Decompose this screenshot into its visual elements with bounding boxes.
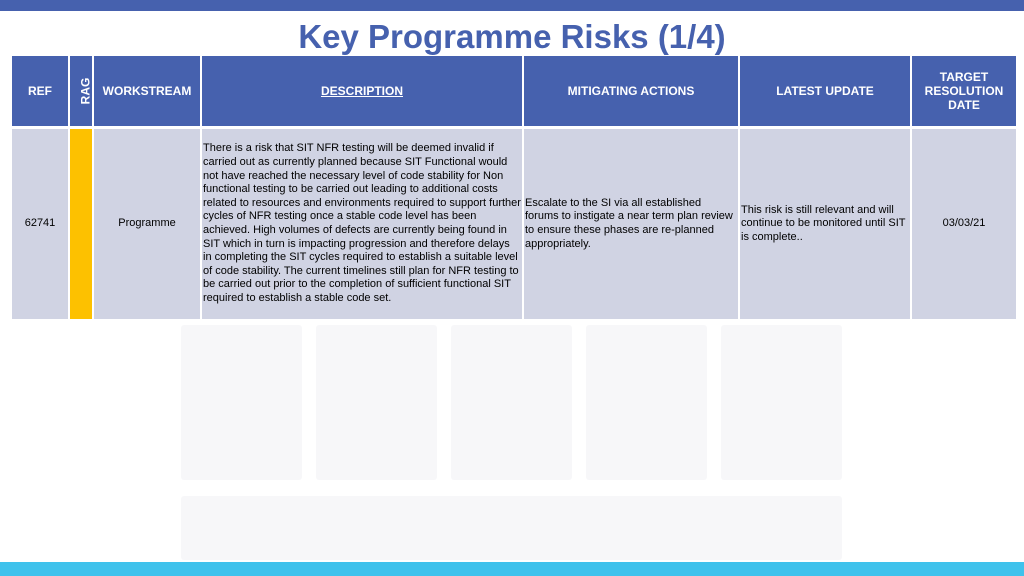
cell-workstream: Programme [94, 129, 200, 319]
header-description [202, 56, 522, 126]
header-rag-label: RAG [78, 77, 93, 105]
header-rag [70, 56, 92, 126]
background-placeholder [316, 325, 437, 480]
header-target-resolution-date: TARGET RESOLUTION DATE [912, 56, 1016, 126]
table-row [12, 129, 1016, 319]
header-description-label: DESCRIPTION [320, 84, 403, 98]
cell-latest-update: This risk is still relevant and will continue to be monitored until SIT is complete.. [740, 129, 910, 319]
cell-ref: 62741 [12, 129, 68, 319]
header-ref: REF [12, 56, 68, 126]
risk-table [10, 56, 1018, 319]
top-accent-bar [0, 0, 1024, 11]
page-title: Key Programme Risks (1/4) [298, 18, 726, 55]
cell-mitigating-actions: Escalate to the SI via all established forums to instigate a near term plan review to ensure these phases are re-planned appropriately. [524, 129, 738, 319]
table-header-row [12, 56, 1016, 126]
background-placeholder [586, 325, 707, 480]
cell-description: There is a risk that SIT NFR testing will be deemed invalid if carried out as currently planned because SIT Functional would not have reached the necessary level of code stability for Non functional testing to be carried out leading to additional costs related to resources and environments required to support further cycles of NFR testing once a stable code level has been achieved. High volumes of defects are currently being found in SIT which in turn is impacting progression and therefore delays in completing the SIT cycles required to establish a suitable level of code stability. The current timelines still plan for NFR testing to be carried out prior to the completion of sufficient functional SIT required to establish a stable code set. [202, 129, 522, 319]
header-workstream: WORKSTREAM [94, 56, 200, 126]
background-placeholder [181, 496, 842, 560]
header-mitigating-actions: MITIGATING ACTIONS [524, 56, 738, 126]
background-placeholder [721, 325, 842, 480]
bottom-accent-bar [0, 562, 1024, 576]
header-latest-update: LATEST UPDATE [740, 56, 910, 126]
background-placeholder [181, 325, 302, 480]
rag-status-amber [70, 129, 92, 319]
cell-target-resolution-date: 03/03/21 [912, 129, 1016, 319]
background-placeholder [451, 325, 572, 480]
